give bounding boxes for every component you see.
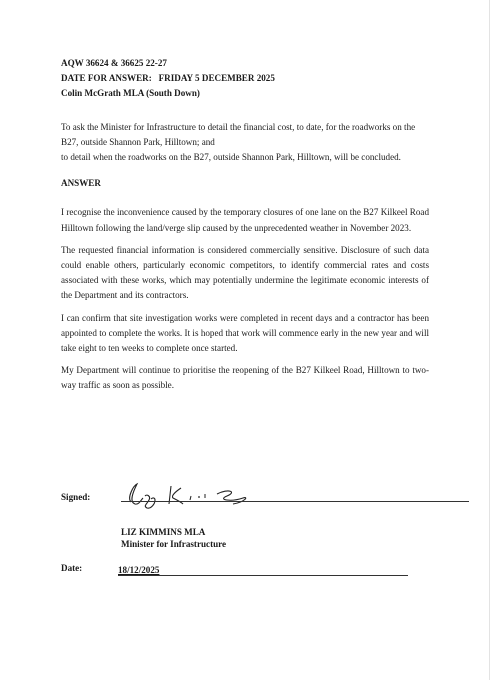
signer-block <box>121 527 226 550</box>
member-name: Colin McGrath MLA (South Down) <box>61 88 200 99</box>
date-for-answer: DATE FOR ANSWER: FRIDAY 5 DECEMBER 2025 <box>61 73 275 84</box>
date-line <box>118 575 408 576</box>
signature-line <box>121 501 469 502</box>
answer-paragraph-4: My Department will continue to prioritise the reopening of the B27 Kilkeel Road, Hilltown to two-way traffic as soon as possible. <box>61 365 429 391</box>
signer-title: Minister for Infrastructure <box>121 538 227 549</box>
question-part-2: to detail when the roadworks on the B27, outside Shannon Park, Hilltown, will be concluded. <box>61 152 401 163</box>
date-label: Date: <box>61 563 83 573</box>
date-row <box>61 561 411 577</box>
answer-heading: ANSWER <box>61 178 101 189</box>
date-value: 18/12/2025 <box>118 565 160 575</box>
question-part-1: To ask the Minister for Infrastructure to detail the financial cost, to date, for the roadworks on the B27, outside Shannon Park, Hilltown; and <box>61 121 416 147</box>
answer-paragraph-1: I recognise the inconvenience caused by the temporary closures of one lane on the B27 Kilkeel Road Hilltown following the land/verge slip caused by the unprecedented weather in November 2023. <box>61 207 429 233</box>
document-body <box>61 56 429 394</box>
signed-label: Signed: <box>61 492 91 502</box>
signature-row <box>61 480 411 504</box>
question-reference: AQW 36624 & 36625 22-27 <box>61 58 167 68</box>
answer-paragraph-3: I can confirm that site investigation works were completed in recent days and a contractor has been appointed to complete the works. It is hoped that work will commence early in the new year and will take eight to ten weeks to complete once started. <box>61 312 429 354</box>
signer-name: LIZ KIMMINS MLA <box>121 527 206 537</box>
answer-paragraph-2: The requested financial information is considered commercially sensitive. Disclosure of such data could enable others, particularly economic competitors, to identify commercial rates and costs associated with these works, which may potentially undermine the legitimate economic interests of the Department and its contractors. <box>61 244 429 301</box>
handwritten-signature <box>121 480 271 510</box>
